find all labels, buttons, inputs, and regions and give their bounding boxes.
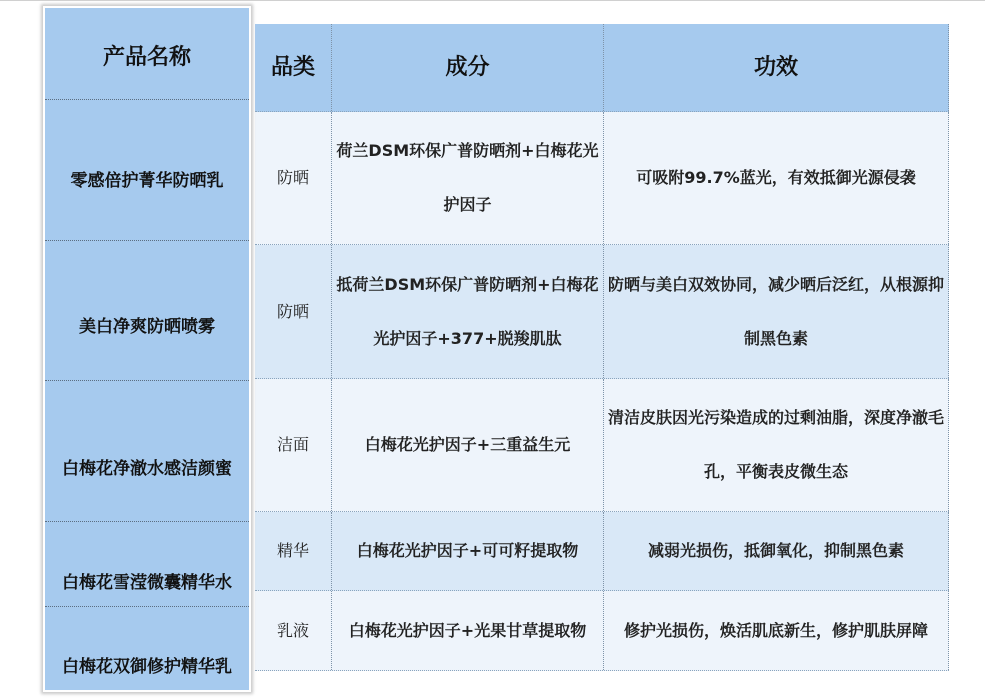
product-name-column — [43, 6, 251, 692]
product-name-cell: 美白净爽防晒喷雾 — [45, 241, 249, 381]
category-cell: 防晒 — [276, 301, 309, 321]
ingredients-cell: 荷兰DSM环保广普防晒剂+白梅花光护因子 — [331, 112, 603, 244]
header-efficacy: 功效 — [603, 24, 949, 111]
ingredients-cell: 白梅花光护因子+三重益生元 — [331, 379, 603, 511]
header-ingredients: 成分 — [331, 24, 603, 111]
efficacy-cell: 清洁皮肤因光污染造成的过剩油脂，深度净澈毛孔，平衡表皮微生态 — [603, 379, 949, 511]
table-row — [255, 379, 949, 512]
product-name-cell: 白梅花净澈水感洁颜蜜 — [45, 381, 249, 522]
ingredients-cell: 抵荷兰DSM环保广普防晒剂+白梅花光护因子+377+脱羧肌肽 — [331, 245, 603, 378]
efficacy-cell: 修护光损伤，焕活肌底新生，修护肌肤屏障 — [603, 591, 949, 670]
category-cell: 防晒 — [276, 168, 309, 187]
table-row — [255, 512, 949, 591]
product-name-cell: 零感倍护菁华防晒乳 — [45, 100, 249, 241]
category-cell: 精华 — [276, 541, 309, 560]
ingredients-cell: 白梅花光护因子+可可籽提取物 — [331, 512, 603, 590]
product-name-cell: 白梅花双御修护精华乳 — [62, 657, 232, 677]
top-divider — [0, 0, 985, 1]
category-cell: 乳液 — [276, 620, 309, 640]
efficacy-cell: 可吸附99.7%蓝光，有效抵御光源侵袭 — [603, 112, 949, 244]
ingredients-cell: 白梅花光护因子+光果甘草提取物 — [331, 591, 603, 670]
table-header-row — [255, 24, 949, 112]
category-cell: 洁面 — [276, 435, 309, 454]
table-row — [255, 591, 949, 671]
efficacy-cell: 防晒与美白双效协同，减少晒后泛红，从根源抑制黑色素 — [603, 245, 949, 378]
header-product-name: 产品名称 — [45, 8, 249, 100]
product-name-cell: 白梅花雪滢微囊精华水 — [45, 522, 249, 607]
efficacy-cell: 减弱光损伤，抵御氧化，抑制黑色素 — [603, 512, 949, 590]
table-row — [255, 112, 949, 245]
table-row — [255, 245, 949, 379]
header-category: 品类 — [270, 54, 315, 80]
